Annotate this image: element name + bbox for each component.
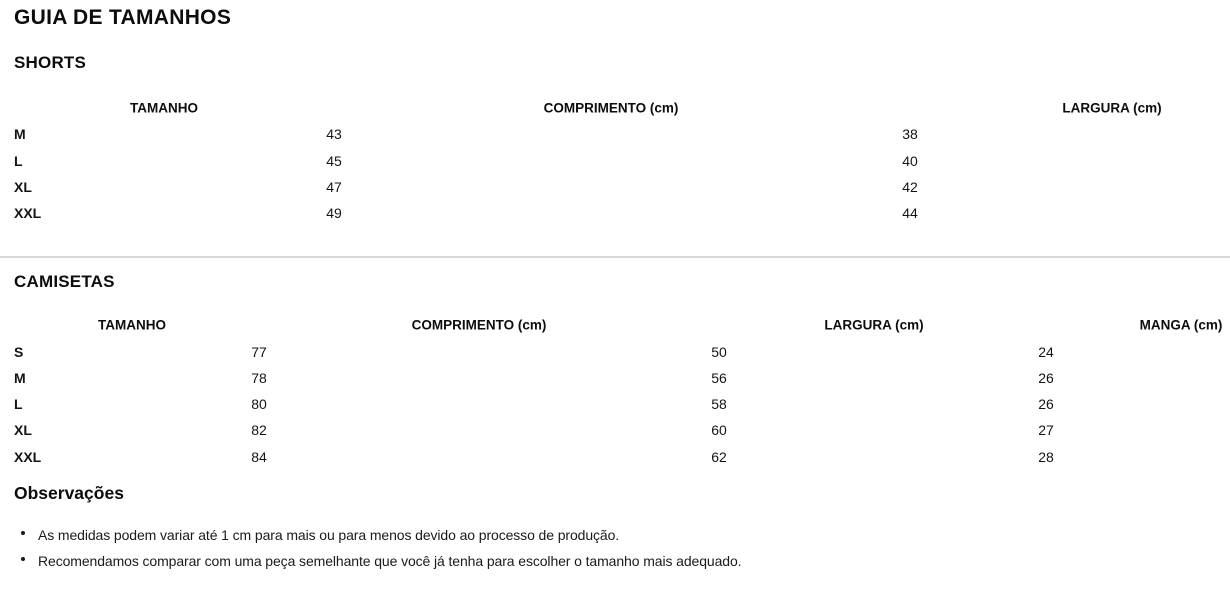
comprimento-value: 47 bbox=[326, 178, 342, 195]
table-row bbox=[0, 391, 1230, 417]
largura-value: 38 bbox=[902, 126, 918, 143]
comprimento-value: 80 bbox=[251, 396, 267, 413]
section-divider bbox=[0, 256, 1230, 258]
manga-value: 28 bbox=[1038, 448, 1054, 465]
comprimento-value: 49 bbox=[326, 205, 342, 222]
comprimento-value: 82 bbox=[251, 422, 267, 439]
manga-value: 26 bbox=[1038, 396, 1054, 413]
largura-value: 60 bbox=[711, 422, 727, 439]
largura-value: 44 bbox=[902, 205, 918, 222]
column-header-tamanho: TAMANHO bbox=[130, 100, 198, 116]
section-title-shorts: SHORTS bbox=[14, 53, 87, 72]
list-item bbox=[14, 527, 1230, 543]
column-header-tamanho: TAMANHO bbox=[98, 317, 166, 333]
column-header-largura: LARGURA (cm) bbox=[1062, 100, 1162, 116]
comprimento-value: 84 bbox=[251, 448, 267, 465]
notes-list bbox=[0, 527, 1230, 569]
notes-title: Observações bbox=[14, 482, 124, 503]
size-label: XXL bbox=[14, 448, 42, 465]
note-text: Recomendamos comparar com uma peça semelhante que você já tenha para escolher o tamanho mais adequado. bbox=[38, 552, 742, 569]
size-label: S bbox=[14, 343, 24, 360]
largura-value: 58 bbox=[711, 396, 727, 413]
camisetas-header-row bbox=[0, 312, 1230, 338]
list-item bbox=[14, 553, 1230, 569]
table-row bbox=[0, 339, 1230, 365]
shorts-header-row bbox=[0, 95, 1230, 121]
largura-value: 40 bbox=[902, 152, 918, 169]
column-header-largura: LARGURA (cm) bbox=[824, 317, 924, 333]
size-label: XXL bbox=[14, 205, 42, 222]
comprimento-value: 45 bbox=[326, 152, 342, 169]
comprimento-value: 78 bbox=[251, 369, 267, 386]
size-label: M bbox=[14, 369, 26, 386]
size-label: XL bbox=[14, 178, 32, 195]
section-title-camisetas: CAMISETAS bbox=[14, 272, 115, 292]
column-header-comprimento: COMPRIMENTO (cm) bbox=[411, 317, 547, 333]
largura-value: 62 bbox=[711, 448, 727, 465]
size-label: L bbox=[14, 152, 23, 169]
page-title: GUIA DE TAMANHOS bbox=[14, 6, 232, 29]
table-row bbox=[0, 174, 1230, 200]
bullet-icon bbox=[21, 557, 25, 561]
largura-value: 56 bbox=[711, 369, 727, 386]
comprimento-value: 77 bbox=[251, 343, 267, 360]
table-row bbox=[0, 148, 1230, 174]
table-row bbox=[0, 200, 1230, 226]
table-row bbox=[0, 444, 1230, 470]
camisetas-size-table bbox=[0, 312, 1230, 470]
note-text: As medidas podem variar até 1 cm para mais ou para menos devido ao processo de produção. bbox=[38, 526, 620, 543]
comprimento-value: 43 bbox=[326, 126, 342, 143]
column-header-comprimento: COMPRIMENTO (cm) bbox=[543, 100, 679, 116]
largura-value: 50 bbox=[711, 343, 727, 360]
table-row bbox=[0, 417, 1230, 443]
manga-value: 24 bbox=[1038, 343, 1054, 360]
bullet-icon bbox=[21, 531, 25, 535]
size-label: L bbox=[14, 396, 23, 413]
manga-value: 27 bbox=[1038, 422, 1054, 439]
size-label: M bbox=[14, 126, 26, 143]
shorts-size-table bbox=[0, 95, 1230, 226]
table-row bbox=[0, 365, 1230, 391]
manga-value: 26 bbox=[1038, 369, 1054, 386]
largura-value: 42 bbox=[902, 178, 918, 195]
size-label: XL bbox=[14, 422, 32, 439]
table-row bbox=[0, 121, 1230, 147]
column-header-manga: MANGA (cm) bbox=[1139, 317, 1223, 333]
